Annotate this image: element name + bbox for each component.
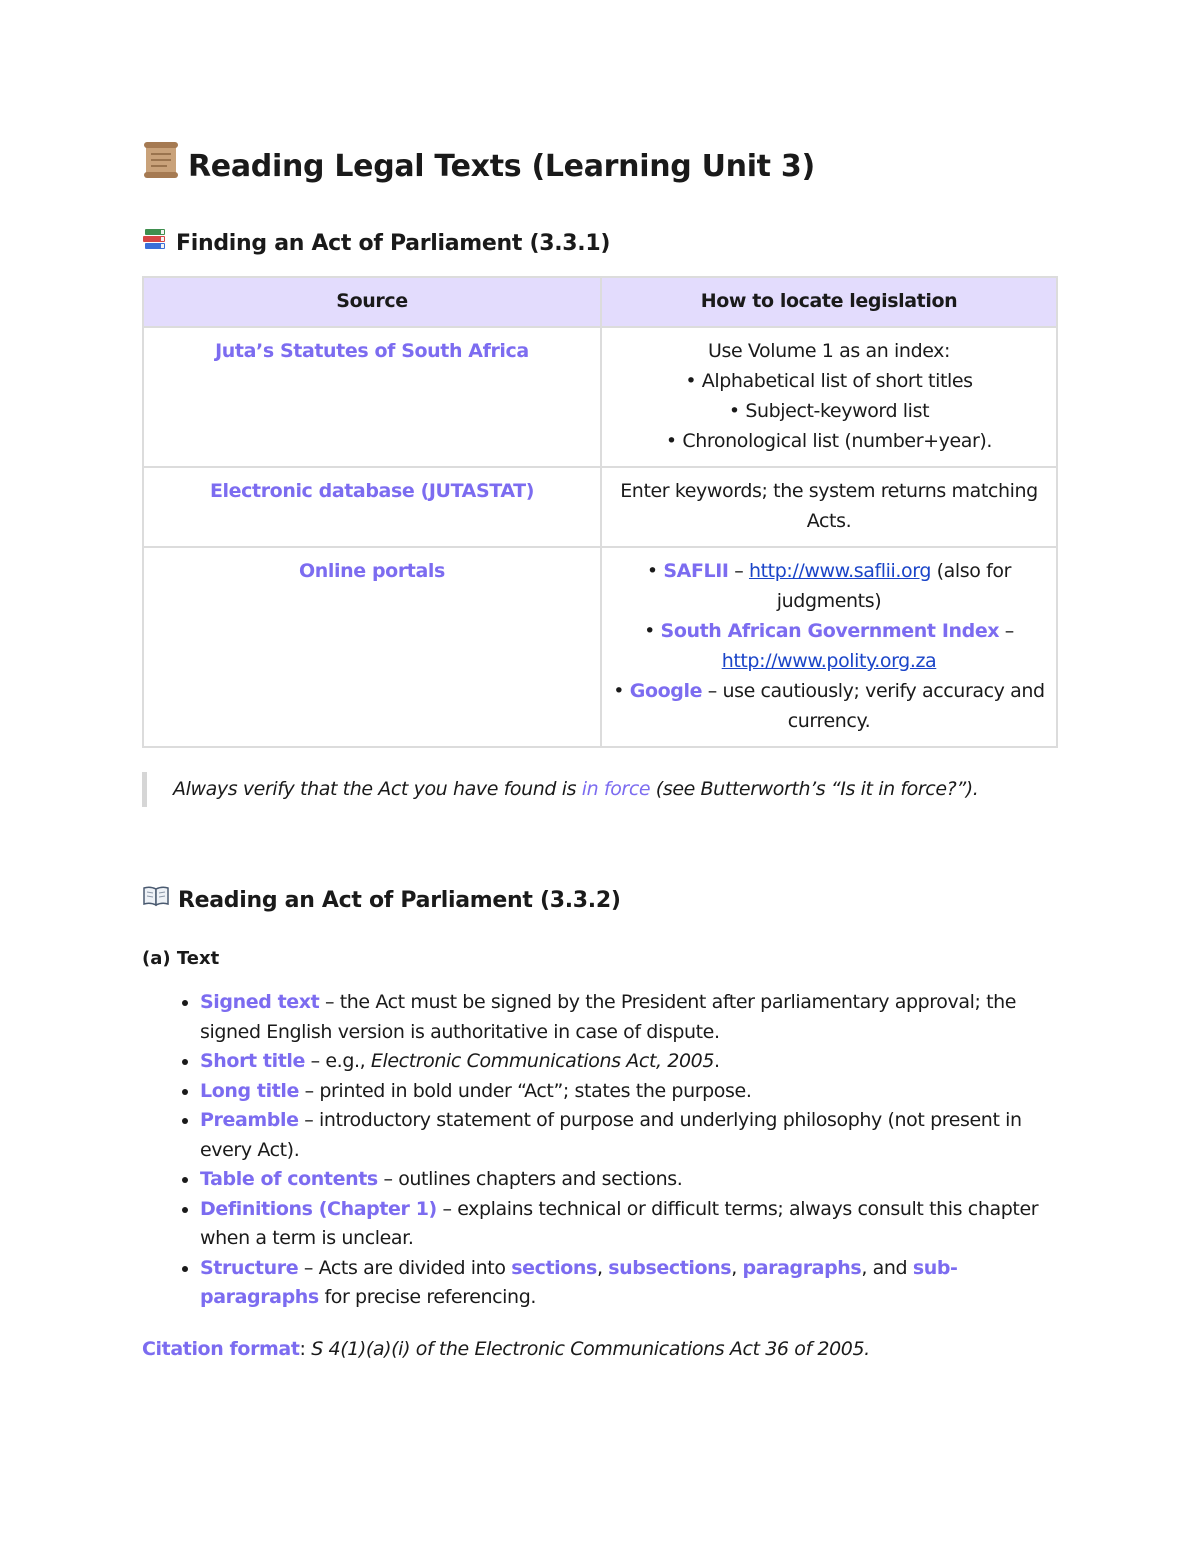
citation-format: Citation format: S 4(1)(a)(i) of the Electronic Communications Act 36 of 2005.	[142, 1338, 870, 1360]
how-line: • Alphabetical list of short titles	[685, 370, 973, 392]
item-term: Definitions (Chapter 1)	[200, 1197, 437, 1220]
item-text: .	[714, 1050, 720, 1072]
item-text: – the Act must be signed by the President after parliamentary approval; the signed English version is authoritative in case of dispute.	[200, 991, 1017, 1043]
how-line: Use Volume 1 as an index:	[707, 340, 951, 362]
structure-part: sections	[511, 1256, 597, 1279]
open-book-icon	[142, 884, 170, 918]
reading-heading-text: Reading an Act of Parliament (3.3.2)	[178, 888, 621, 913]
note-before: Always verify that the Act you have found is	[173, 778, 582, 800]
list-item	[200, 988, 1070, 1047]
source-name: Juta’s Statutes of South Africa	[215, 340, 529, 362]
how-cell	[601, 467, 1057, 547]
list-item	[200, 1106, 1070, 1165]
item-italic: Electronic Communications Act, 2005	[370, 1050, 715, 1072]
table-header-source: Source	[143, 277, 601, 327]
portal-saflii: • SAFLII – http://www.saflii.org (also for judgments)	[646, 560, 1012, 612]
item-text: – explains technical or difficult terms; always consult this chapter when a term is unclear.	[200, 1197, 1039, 1249]
how-cell	[601, 547, 1057, 747]
table-header-row	[143, 277, 1057, 327]
item-text: – Acts are divided into	[298, 1256, 512, 1279]
portal-google: • Google – use cautiously; verify accuracy and currency.	[613, 680, 1045, 732]
list-item	[200, 1047, 1070, 1077]
how-text: Enter keywords; the system returns matching Acts.	[620, 480, 1038, 532]
note-highlight: in force	[581, 778, 651, 800]
table-header-how: How to locate legislation	[601, 277, 1057, 327]
item-term: Short title	[200, 1050, 306, 1072]
list-item: • Structure – Acts are divided into sections, subsections, paragraphs, and sub-paragraphs for precise referencing.	[200, 1254, 1070, 1313]
act-elements-list	[142, 988, 1070, 1313]
how-line: • Subject-keyword list	[728, 400, 930, 422]
how-cell	[601, 327, 1057, 467]
legislation-sources-table	[142, 276, 1058, 748]
saflii-note: (also for judgments)	[776, 560, 1012, 612]
portal-gov-index: • South African Government Index – http://www.polity.org.za	[644, 620, 1014, 672]
scroll-icon	[142, 140, 180, 195]
table-row	[143, 547, 1057, 747]
item-term: Long title	[200, 1079, 299, 1102]
source-cell	[143, 547, 601, 747]
source-cell	[143, 327, 601, 467]
table-row	[143, 327, 1057, 467]
citation-label: Citation format	[142, 1338, 300, 1360]
polity-link[interactable]: http://www.polity.org.za	[721, 650, 937, 672]
list-item	[200, 1165, 1070, 1195]
list-item	[200, 1077, 1070, 1107]
item-term: Preamble	[200, 1109, 299, 1131]
item-text: – printed in bold under “Act”; states the purpose.	[298, 1079, 752, 1102]
item-text: – e.g.,	[305, 1050, 371, 1072]
item-term: Signed text	[200, 991, 320, 1013]
text-subheading: (a) Text	[142, 948, 220, 969]
finding-heading	[142, 226, 610, 262]
google-note: – use cautiously; verify accuracy and currency.	[707, 680, 1045, 732]
google-name: Google	[629, 680, 703, 702]
source-name: Online portals	[299, 560, 445, 582]
item-text: – outlines chapters and sections.	[377, 1168, 683, 1190]
table-row	[143, 467, 1057, 547]
page-title	[142, 140, 815, 195]
item-text: for precise referencing.	[318, 1286, 536, 1308]
citation-example: S 4(1)(a)(i) of the Electronic Communications Act 36 of 2005.	[311, 1338, 870, 1360]
source-name: Electronic database (JUTASTAT)	[209, 480, 535, 502]
page-title-text: Reading Legal Texts (Learning Unit 3)	[188, 149, 815, 184]
structure-part: subsections	[608, 1256, 732, 1279]
how-line: • Chronological list (number+year).	[665, 430, 993, 452]
in-force-note	[142, 772, 1043, 807]
item-term: Structure	[200, 1256, 299, 1279]
finding-heading-text: Finding an Act of Parliament (3.3.1)	[176, 231, 611, 256]
note-after: (see Butterworth’s “Is it in force?”).	[650, 778, 979, 800]
source-cell	[143, 467, 601, 547]
saflii-link[interactable]: http://www.saflii.org	[748, 560, 931, 582]
structure-part: sub-paragraphs	[200, 1256, 958, 1308]
reading-heading	[142, 884, 621, 918]
books-icon	[142, 226, 168, 262]
list-item	[200, 1195, 1070, 1254]
item-term: Table of contents	[200, 1168, 378, 1190]
saflii-name: SAFLII	[663, 560, 729, 582]
structure-part: paragraphs	[742, 1256, 862, 1279]
item-text: – introductory statement of purpose and underlying philosophy (not present in every Act).	[200, 1109, 1022, 1161]
gov-index-name: South African Government Index	[660, 620, 1000, 642]
